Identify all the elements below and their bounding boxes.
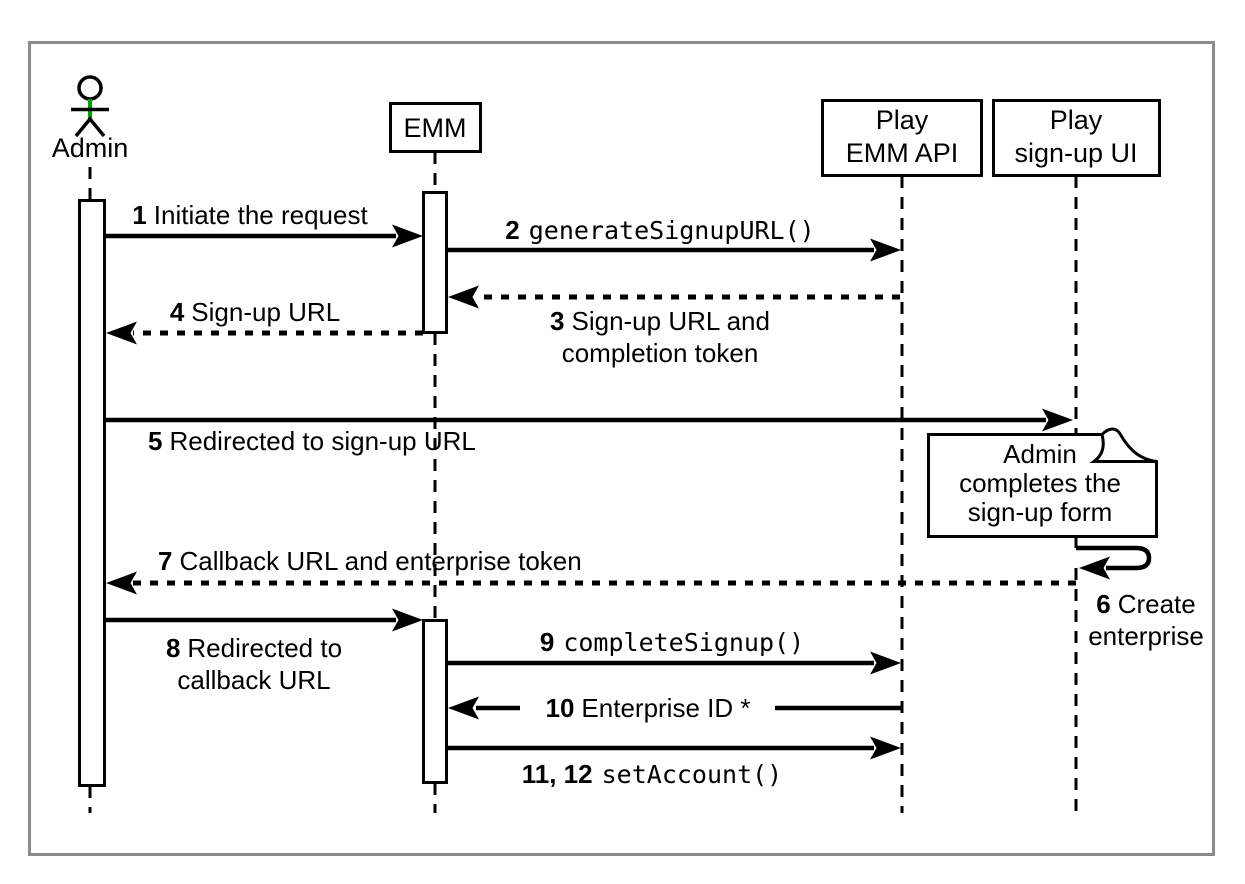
participant-play-signup-ui-label-line1: Play [1049, 105, 1103, 135]
message-10-label: 10 Enterprise ID * [545, 693, 751, 723]
message-5-label: 5 Redirected to sign-up URL [148, 426, 476, 456]
participant-play-emm-api [823, 101, 982, 176]
participant-play-emm-api-label-line1: Play [875, 105, 929, 135]
participant-play-emm-api-label-line2: EMM API [845, 138, 959, 168]
note-signup-form [929, 429, 1157, 537]
activation-emm-1 [424, 193, 447, 333]
participant-play-signup-ui [994, 101, 1160, 176]
message-1-label: 1 Initiate the request [132, 200, 368, 230]
message-9-label: 9 completeSignup() [539, 627, 805, 657]
message-8-label-line1: 8 Redirected to [165, 633, 343, 663]
participant-emm-label: EMM [403, 113, 467, 143]
note-text-line1: Admin [1003, 439, 1077, 469]
activation-admin [80, 201, 105, 786]
participant-play-signup-ui-label-line2: sign-up UI [1014, 138, 1138, 168]
message-11-label: 11, 12 setAccount() [521, 759, 783, 789]
message-3-label-line2: completion token [561, 338, 759, 368]
note-text-line2: completes the [959, 468, 1121, 498]
message-4-label: 4 Sign-up URL [169, 297, 341, 327]
message-6-label-line2: enterprise [1088, 621, 1204, 651]
note-text-line3: sign-up form [967, 497, 1113, 527]
message-3-label-line1: 3 Sign-up URL and [550, 306, 770, 336]
message-6-label-line1: 6 Create [1096, 589, 1196, 619]
message-8-label-line2: callback URL [177, 665, 331, 695]
message-2-label: 2 generateSignupURL() [505, 215, 815, 245]
activation-emm-2 [424, 621, 447, 783]
message-7-label: 7 Callback URL and enterprise token [158, 546, 582, 576]
actor-admin-label: Admin [51, 133, 129, 163]
participant-emm [391, 104, 481, 152]
